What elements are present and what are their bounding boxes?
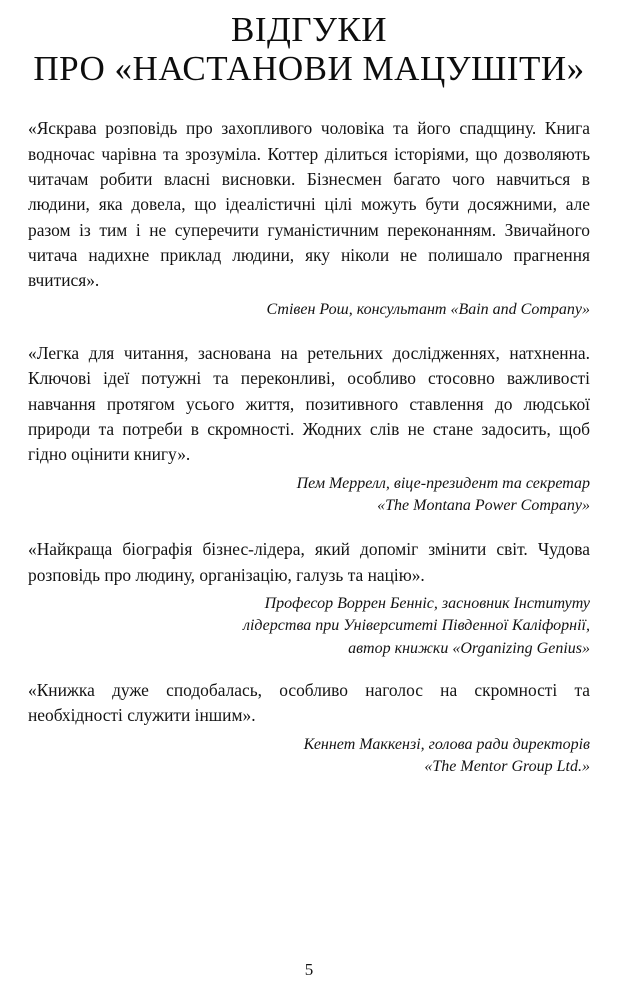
page-title-line-2: ПРО «НАСТАНОВИ МАЦУШІТИ» xyxy=(33,49,585,89)
testimonial-quote: «Яскрава розповідь про захопливого чоловіка та його спадщину. Книга водночас чарівна та зрозуміла. Коттер ділиться історіями, що дозволяють читачам робити власні висновки. Бізнесмен багато чого навчиться в людини, яка довела, що ідеалістичні цілі можуть бути досяжними, але разом із тим і не суперечити гуманістичним переконанням. Звичайного читача надихне приклад людини, яку ніколи не полишало прагнення вчитися». xyxy=(28,118,590,291)
attribution-line: Стівен Рош, консультант «Bain and Company» xyxy=(266,300,590,318)
attribution-line: Пем Меррелл, віце-президент та секретар xyxy=(296,474,590,492)
testimonial-attribution xyxy=(28,299,590,321)
testimonial-block xyxy=(28,116,590,321)
testimonial-attribution xyxy=(28,473,590,518)
testimonial-quote: «Книжка дуже сподобалась, особливо наголос на скромності та необхідності служити іншим». xyxy=(28,680,590,726)
testimonial-block xyxy=(28,678,590,778)
testimonial-attribution xyxy=(28,734,590,779)
testimonial-block xyxy=(28,537,590,660)
testimonial-block xyxy=(28,341,590,517)
testimonial-quote: «Найкраща біографія бізнес-лідера, який допоміг змінити світ. Чудова розповідь про людину, організацію, галузь та націю». xyxy=(28,539,590,585)
attribution-line: автор книжки «Organizing Genius» xyxy=(348,639,590,657)
attribution-line: лідерства при Університеті Південної Каліфорнії, xyxy=(242,617,590,635)
testimonial-attribution xyxy=(28,593,590,660)
attribution-line: Професор Воррен Бенніс, засновник Інституту xyxy=(264,594,590,612)
attribution-line: «The Montana Power Company» xyxy=(377,496,590,514)
testimonials-list xyxy=(28,116,590,778)
page-title-line-1: ВІДГУКИ xyxy=(230,10,387,49)
attribution-line: Кеннет Маккензі, голова ради директорів xyxy=(303,735,590,753)
testimonial-quote: «Легка для читання, заснована на ретельних дослідженнях, натхненна. Ключові ідеї потужні та переконливі, особливо стосовно важливості навчання протягом усього життя, позитивного ставлення до людської природи та потреби в скромності. Жодних слів не стане задосить, щоб гідно оцінити книгу». xyxy=(28,342,590,465)
page-title xyxy=(28,0,590,88)
page-number: 5 xyxy=(304,960,314,979)
attribution-line: «The Mentor Group Ltd.» xyxy=(424,758,590,776)
